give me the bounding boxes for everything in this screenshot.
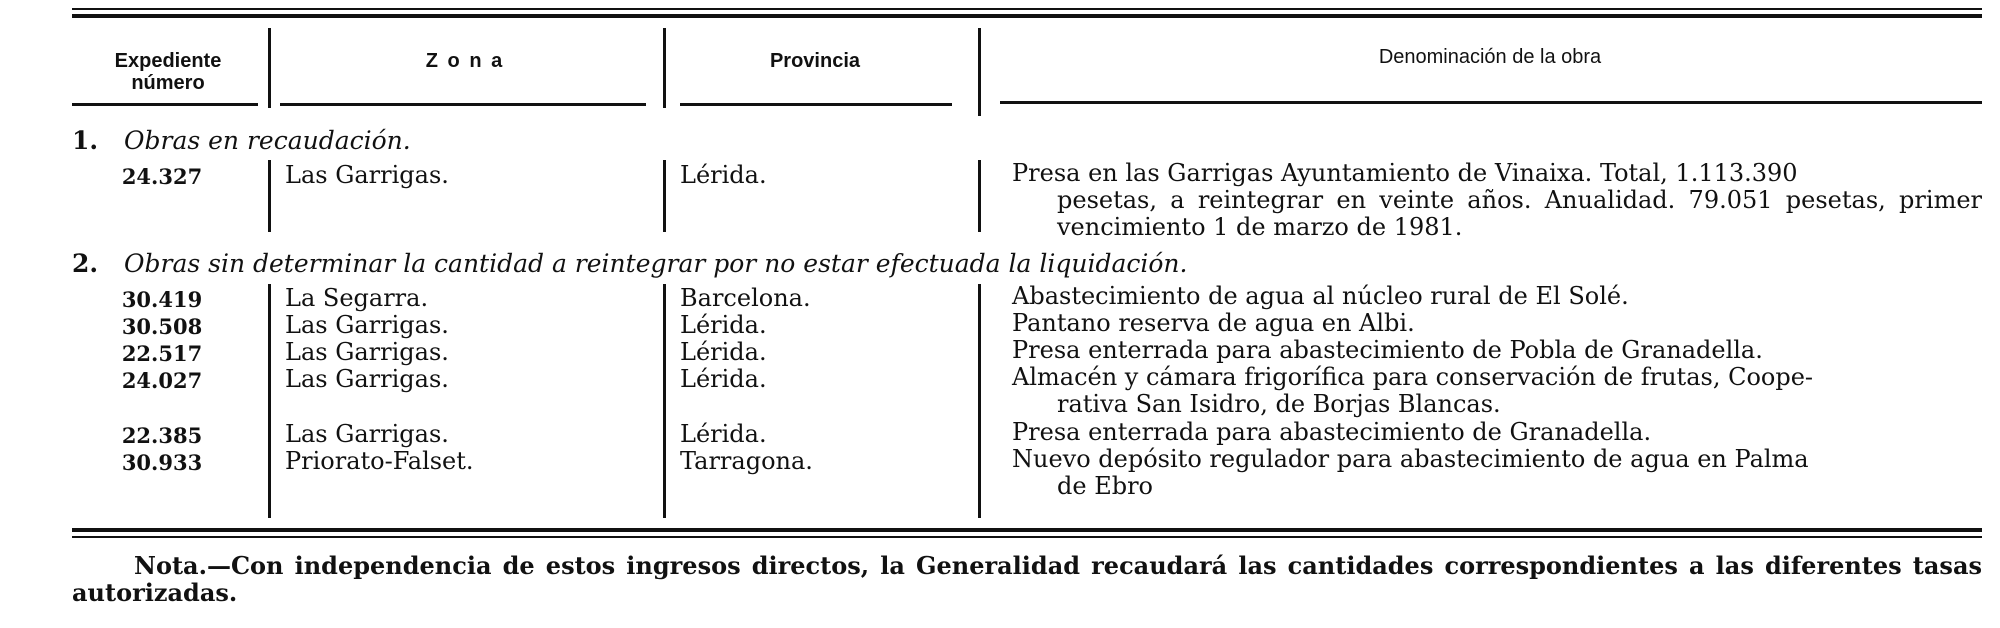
header-denominacion: Denominación de la obra	[1378, 46, 1602, 68]
bottom-rule-thin	[72, 536, 1982, 538]
col-sep-1-sec2	[268, 284, 271, 518]
header-underline-provincia	[680, 103, 952, 106]
expediente-cell: 24.327	[121, 164, 203, 189]
section-number: 1.	[72, 126, 99, 155]
provincia-cell: Lérida.	[680, 311, 767, 339]
expediente-cell: 30.419	[121, 287, 203, 312]
denominacion-first-line: Presa en las Garrigas Ayuntamiento de Vinaixa. Total, 1.113.390	[1012, 159, 1798, 187]
col-sep-1-header	[268, 28, 271, 108]
zona-cell: Priorato-Falset.	[285, 447, 474, 475]
header-underline-expediente	[72, 103, 258, 106]
denominacion-first-line: Nuevo depósito regulador para abastecimiento de agua en Palma	[1012, 445, 1809, 473]
expediente-cell: 30.508	[121, 314, 203, 339]
col-sep-3-header	[978, 28, 981, 116]
expediente-cell: 22.385	[121, 423, 203, 448]
expediente-cell: 24.027	[121, 368, 203, 393]
expediente-cell: 22.517	[121, 341, 203, 366]
header-underline-denominacion	[1000, 101, 1982, 104]
col-sep-2-sec2	[663, 284, 666, 518]
col-sep-2-sec1	[663, 160, 666, 232]
denominacion-continuation: de Ebro	[1057, 472, 1153, 500]
section-heading-1	[72, 126, 411, 155]
zona-cell: Las Garrigas.	[285, 420, 449, 448]
header-underline-zona	[280, 103, 646, 106]
header-provincia: Provincia	[769, 50, 861, 72]
denominacion-first-line: Presa enterrada para abastecimiento de Pobla de Granadella.	[1012, 336, 1763, 364]
denominacion-continuation: rativa San Isidro, de Borjas Blancas.	[1057, 390, 1501, 418]
section-number: 2.	[72, 249, 99, 278]
provincia-cell: Lérida.	[680, 161, 767, 189]
expediente-cell: 30.933	[121, 450, 203, 475]
zona-cell: Las Garrigas.	[285, 161, 449, 189]
section-title: Obras en recaudación.	[124, 126, 411, 155]
zona-cell: Las Garrigas.	[285, 365, 449, 393]
denominacion-cell	[1012, 446, 1982, 500]
denominacion-continuation: pesetas, a reintegrar en veinte años. Anualidad. 79.051 pesetas, primer vencimiento 1 de marzo de 1981.	[1057, 186, 1982, 241]
top-rule-thin	[72, 8, 1982, 10]
section-title: Obras sin determinar la cantidad a reintegrar por no estar efectuada la liquidación.	[124, 249, 1188, 278]
provincia-cell: Lérida.	[680, 338, 767, 366]
denominacion-cell	[1012, 310, 1982, 337]
col-sep-3-sec1	[978, 160, 981, 232]
zona-cell: Las Garrigas.	[285, 311, 449, 339]
zona-cell: Las Garrigas.	[285, 338, 449, 366]
provincia-cell: Tarragona.	[680, 447, 813, 475]
header-zona: Z o n a	[425, 50, 505, 72]
section-heading-2	[72, 249, 1187, 278]
zona-cell: La Segarra.	[285, 284, 429, 312]
col-sep-3-sec2	[978, 284, 981, 518]
provincia-cell: Lérida.	[680, 365, 767, 393]
provincia-cell: Barcelona.	[680, 284, 811, 312]
denominacion-first-line: Abastecimiento de agua al núcleo rural de El Solé.	[1012, 282, 1629, 310]
denominacion-first-line: Almacén y cámara frigorífica para conservación de frutas, Coope-	[1012, 363, 1814, 391]
bottom-rule-thick	[72, 528, 1982, 532]
col-sep-2-header	[663, 28, 666, 108]
denominacion-cell	[1012, 337, 1982, 364]
provincia-cell: Lérida.	[680, 420, 767, 448]
header-expediente: Expediente número	[114, 50, 222, 94]
denominacion-first-line: Pantano reserva de agua en Albi.	[1012, 309, 1415, 337]
denominacion-cell	[1012, 419, 1982, 446]
denominacion-first-line: Presa enterrada para abastecimiento de Granadella.	[1012, 418, 1652, 446]
denominacion-cell	[1012, 283, 1982, 310]
denominacion-cell	[1012, 160, 1982, 241]
col-sep-1-sec1	[268, 160, 271, 232]
note-paragraph: Nota.—Con independencia de estos ingresos directos, la Generalidad recaudará las cantidades correspondientes a las diferentes tasas autorizadas.	[72, 551, 1982, 607]
top-rule-thick	[72, 14, 1982, 18]
denominacion-cell	[1012, 364, 1982, 418]
